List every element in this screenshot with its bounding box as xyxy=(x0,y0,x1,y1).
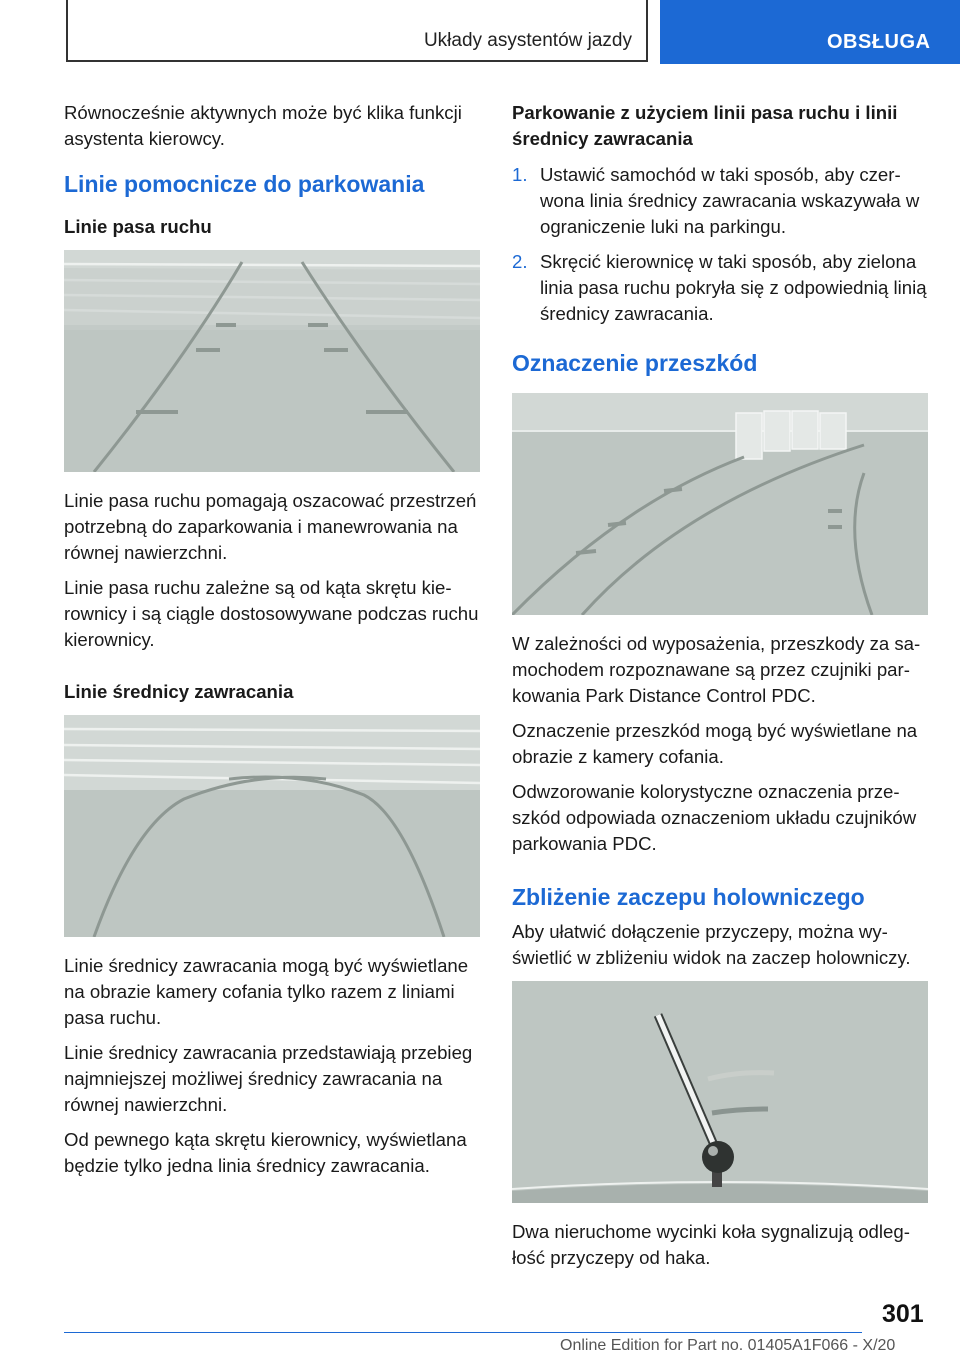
right-column xyxy=(512,100,928,1280)
obstacles-paragraph-2: Oznaczenie przeszkód mogą być wyświetlane na obrazie z kamery cofania. xyxy=(512,720,918,767)
step-text: Skręcić kierownicę w taki sposób, aby zielona linia pasa ruchu pokryła się z odpowiednią linią średnicy zawracania. xyxy=(540,251,927,324)
header-section-title: OBSŁUGA xyxy=(827,31,931,53)
lane-lines-figure xyxy=(64,250,480,472)
turning-lines-paragraph-2: Linie średnicy zawracania przedstawiają przebieg najmniejszej możliwej średnicy zawracania na równej nawierzchni. xyxy=(64,1042,473,1115)
header-chapter-box xyxy=(66,0,648,62)
left-column xyxy=(64,100,480,1188)
hitch-paragraph-1: Aby ułatwić dołączenie przyczepy, można wyświetlić w zbliżeniu widok na zaczep holowniczy. xyxy=(512,921,911,968)
footer-edition: Online Edition for Part no. 01405A1F066 - X/20 xyxy=(560,1337,896,1354)
lane-lines-paragraph-1: Linie pasa ruchu pomagają oszacować przestrzeń potrzebną do zaparkowania i manewrowania na równej nawierzchni. xyxy=(64,490,477,563)
turning-lines-figure xyxy=(64,715,480,937)
intro-paragraph: Równocześnie aktywnych może być klika funkcji asystenta kierowcy. xyxy=(64,102,462,149)
obstacles-paragraph-3: Odwzorowanie kolorystyczne oznaczenia przeszkód odpowiada oznaczeniom układu czujników parkowania PDC. xyxy=(512,781,917,854)
step-number: 2. xyxy=(512,251,528,272)
obstacles-paragraph-1: W zależności od wyposażenia, przeszkody za samochodem rozpoznawane są przez czujniki parkowania Park Distance Control PDC. xyxy=(512,633,921,706)
step-text: Ustawić samochód w taki sposób, aby czerwona linia średnicy zawracania wskazywała w ograniczenie luki na parkingu. xyxy=(540,164,920,237)
heading-lane-lines: Linie pasa ruchu xyxy=(64,216,212,237)
list-item xyxy=(512,249,928,327)
heading-obstacles: Oznaczenie przeszkód xyxy=(512,350,758,376)
heading-parking-using-lines: Parkowanie z użyciem linii pasa ruchu i linii średnicy zawracania xyxy=(512,102,898,149)
hitch-figure xyxy=(512,981,928,1203)
heading-parking-lines: Linie pomocnicze do parkowania xyxy=(64,171,425,197)
heading-hitch-zoom: Zbliżenie zaczepu holowniczego xyxy=(512,884,865,910)
hitch-paragraph-2: Dwa nieruchome wycinki koła sygnalizują odległość przyczepy od haka. xyxy=(512,1221,910,1268)
lane-lines-paragraph-2: Linie pasa ruchu zależne są od kąta skrętu kierownicy i są ciągle dostosowywane podczas ruchu kierownicy. xyxy=(64,577,479,650)
obstacles-figure xyxy=(512,393,928,615)
header-section-tab xyxy=(660,0,960,64)
header-chapter-title: Układy asystentów jazdy xyxy=(423,30,632,51)
turning-lines-paragraph-3: Od pewnego kąta skrętu kierownicy, wyświetlana będzie tylko jedna linia średnicy zawracania. xyxy=(64,1129,467,1176)
parking-steps-list xyxy=(512,162,928,327)
page-number: 301 xyxy=(882,1300,924,1328)
heading-turning-lines: Linie średnicy zawracania xyxy=(64,681,294,702)
step-number: 1. xyxy=(512,164,528,185)
turning-lines-paragraph-1: Linie średnicy zawracania mogą być wyświetlane na obrazie kamery cofania tylko razem z liniami pasa ruchu. xyxy=(64,955,469,1028)
footer-divider xyxy=(64,1332,862,1333)
list-item xyxy=(512,162,928,240)
